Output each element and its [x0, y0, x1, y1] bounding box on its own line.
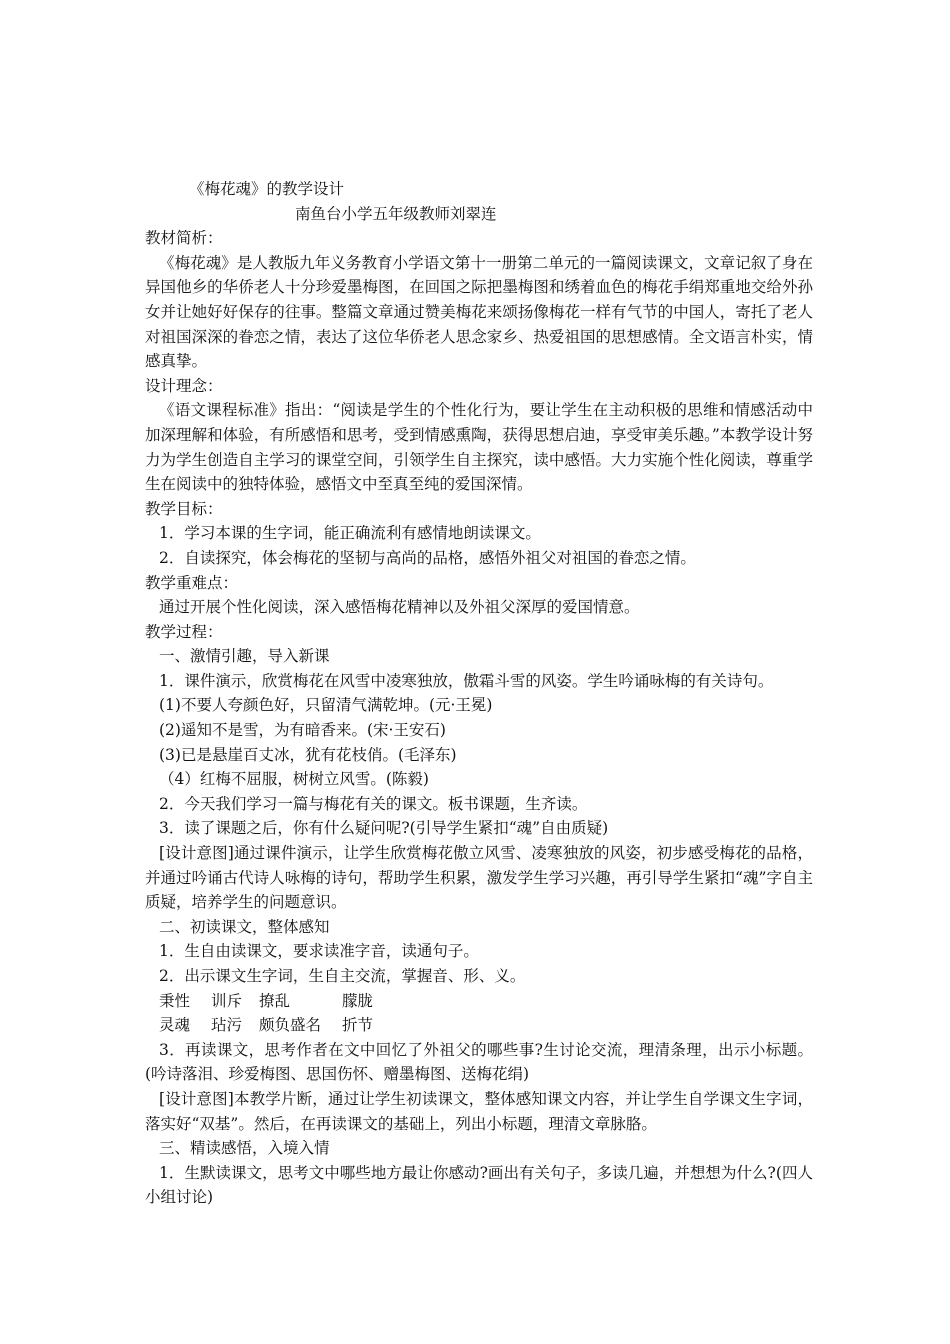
vocab-word: 朦胧 — [342, 991, 374, 1010]
document-body — [145, 177, 813, 1210]
section-2-title: 二、初读课文，整体感知 — [159, 917, 330, 936]
vocab-word: 训斥 — [211, 991, 243, 1010]
section-1-title: 一、激情引趣，导入新课 — [159, 647, 330, 666]
vocab-row-1 — [145, 989, 813, 1014]
heading-analysis: 教材简析： — [145, 229, 223, 248]
section-3-step-1: 1．生默读课文，思考文中哪些地方最让你感动?画出有关句子，多读几遍，并想想为什么?(四人小组讨论) — [145, 1163, 813, 1207]
section-3-title: 三、精读感悟，入境入情 — [159, 1139, 330, 1158]
section-2-design-intent: [设计意图]本教学片断，通过让学生初读课文，整体感知课文内容，并让学生自学课文生字词，落实好“双基”。然后，在再读课文的基础上，列出小标题，理清文章脉胳。 — [145, 1089, 813, 1133]
vocab-row-2 — [145, 1013, 813, 1038]
section-2-step-3: 3．再读课文，思考作者在文中回忆了外祖父的哪些事?生讨论交流，理清条理，出示小标题。(吟诗落泪、珍爱梅图、思国伤怀、赠墨梅图、送梅花绢) — [145, 1040, 813, 1084]
paragraph-key-points: 通过开展个性化阅读，深入感悟梅花精神以及外祖父深厚的爱国情意。 — [159, 598, 640, 617]
document-author: 南鱼台小学五年级教师刘翠连 — [295, 204, 497, 223]
section-1-step-3: 3．读了课题之后，你有什么疑问呢?(引导学生紧扣“魂”自由质疑) — [159, 819, 609, 838]
vocab-word: 灵魂 — [159, 1016, 191, 1035]
goal-item-2: 2．自读探究，体会梅花的坚韧与高尚的品格，感悟外祖父对祖国的眷恋之情。 — [159, 548, 696, 567]
poem-line-1: (1)不要人夸颜色好，只留清气满乾坤。(元·王冕) — [159, 696, 493, 715]
vocab-word: 颇负盛名 — [259, 1016, 322, 1035]
document-title: 《梅花魂》的教学设计 — [189, 180, 345, 198]
section-1-step-2: 2．今天我们学习一篇与梅花有关的课文。板书课题，生齐读。 — [159, 794, 588, 813]
poem-line-3: (3)已是悬崖百丈冰，犹有花枝俏。(毛泽东) — [159, 745, 457, 764]
poem-line-2: (2)遥知不是雪，为有暗香来。(宋·王安石) — [159, 721, 446, 740]
heading-goals: 教学目标： — [145, 499, 223, 518]
section-1-design-intent: [设计意图]通过课件演示，让学生欣赏梅花傲立风雪、凌寒独放的风姿，初步感受梅花的品格，并通过吟诵古代诗人咏梅的诗句，帮助学生积累，激发学生学习兴趣，再引导学生紧扣“魂”字自主质疑，培养学生的问题意识。 — [145, 844, 813, 912]
section-2-step-2: 2．出示课文生字词，生自主交流，掌握音、形、义。 — [159, 967, 526, 985]
section-1-step-1: 1．课件演示，欣赏梅花在风雪中凌寒独放，傲霜斗雪的风姿。学生吟诵咏梅的有关诗句。 — [159, 671, 774, 690]
paragraph-analysis: 《梅花魂》是人教版九年义务教育小学语文第十一册第二单元的一篇阅读课文，文章记叙了身在异国他乡的华侨老人十分珍爱墨梅图，在回国之际把墨梅图和绣着血色的梅花手绢郑重地交给外孙女并让她好好保存的往事。整篇文章通过赞美梅花来颂扬像梅花一样有气节的中国人，寄托了老人对祖国深深的眷恋之情，表达了这位华侨老人思念家乡、热爱祖国的思想感情。全文语言朴实，情感真挚。 — [145, 253, 813, 371]
vocab-word: 秉性 — [159, 991, 191, 1010]
goal-item-1: 1．学习本课的生字词，能正确流利有感情地朗读课文。 — [159, 524, 541, 543]
paragraph-concept: 《语文课程标准》指出：“阅读是学生的个性化行为，要让学生在主动积极的思维和情感活动中加深理解和体验，有所感悟和思考，受到情感熏陶，获得思想启迪，享受审美乐趣。”本教学设计努力为学生创造自主学习的课堂空间，引领学生自主探究，读中感悟。大力实施个性化阅读，尊重学生在阅读中的独特体验，感悟文中至真至纯的爱国深情。 — [145, 401, 813, 494]
vocab-word: 折节 — [342, 1016, 374, 1035]
vocab-word: 撩乱 — [259, 991, 291, 1010]
vocab-word: 玷污 — [211, 1016, 243, 1035]
heading-concept: 设计理念： — [145, 376, 223, 395]
heading-key-points: 教学重难点： — [145, 573, 239, 592]
section-2-step-1: 1．生自由读课文，要求读准字音，读通句子。 — [159, 942, 479, 961]
heading-process: 教学过程： — [145, 622, 223, 641]
poem-line-4: （4）红梅不屈服，树树立风雪。(陈毅) — [159, 770, 429, 789]
